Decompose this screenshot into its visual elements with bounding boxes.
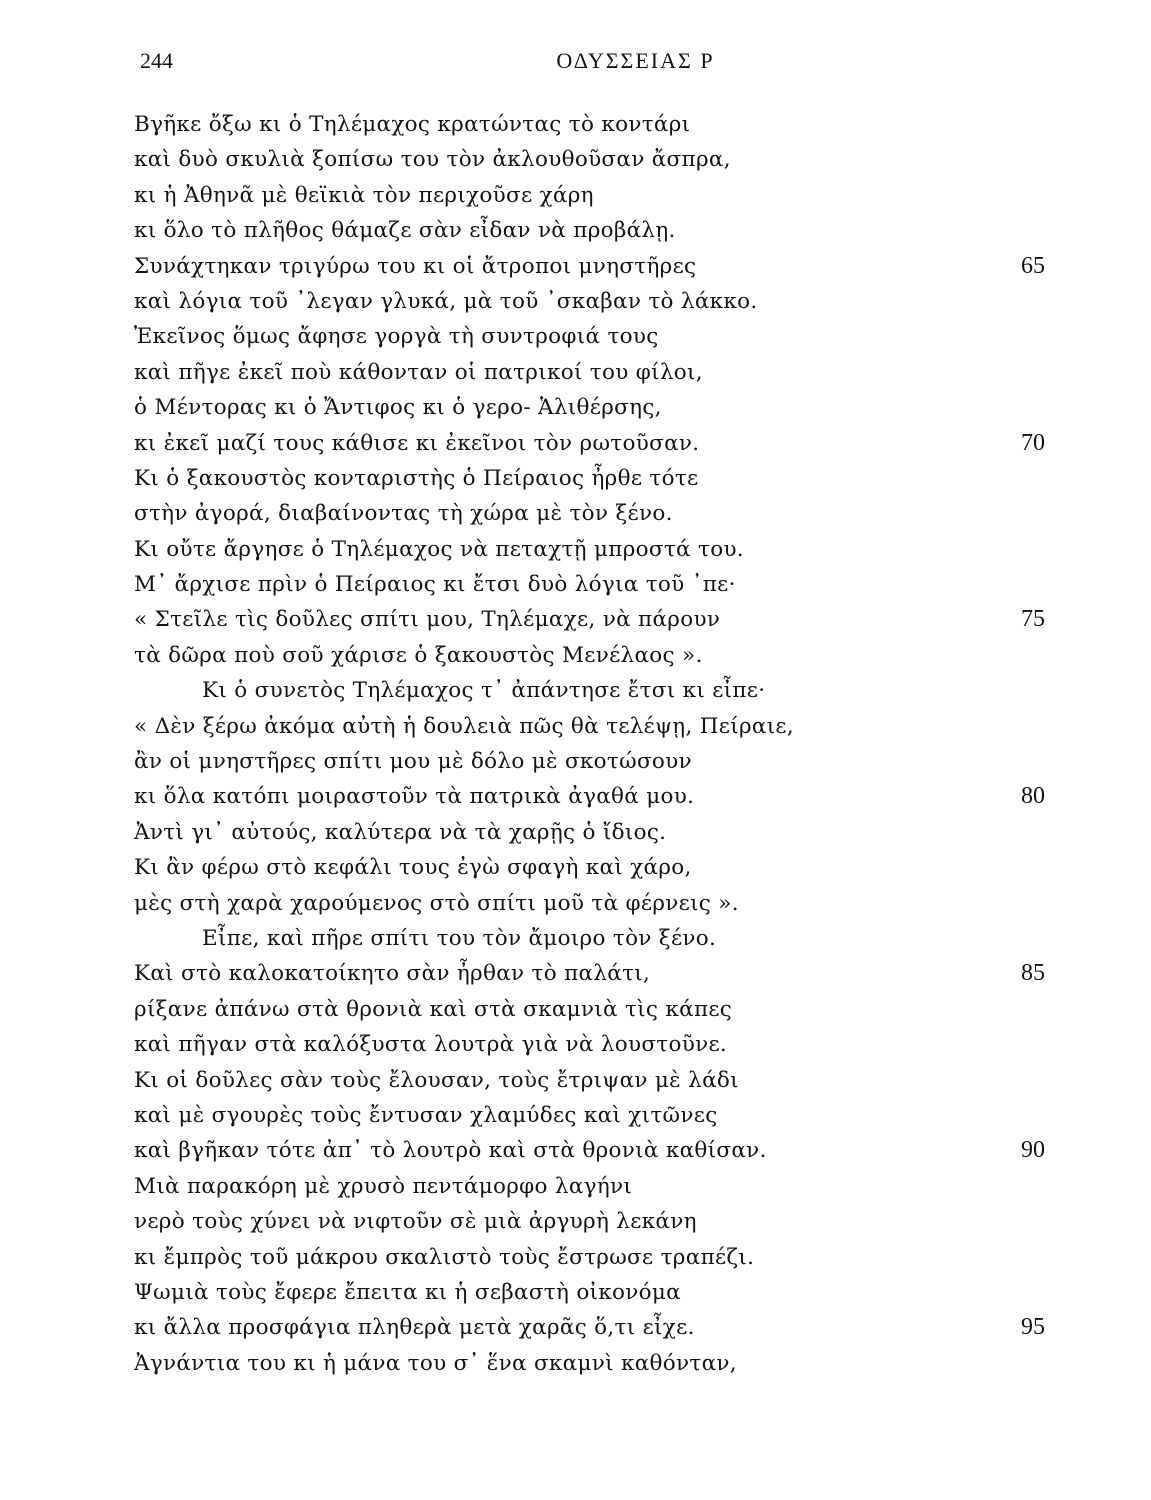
verse-line <box>0 1027 1151 1062</box>
verse-text: Βγῆκε ὄξω κι ὁ Τηλέμαχος κρατώντας τὸ κοντάρι <box>134 112 691 137</box>
verse-line <box>0 744 1151 779</box>
verse-line <box>0 709 1151 744</box>
verse-text: « Δὲν ξέρω ἀκόμα αὐτὴ ἡ δουλειὰ πῶς θὰ τελέψῃ, Πείραιε, <box>134 713 795 739</box>
verse-text: κι ἡ Ἀθηνᾶ μὲ θεϊκιὰ τὸν περιχοῦσε χάρη <box>134 182 594 208</box>
verse-line <box>0 319 1151 354</box>
page-header <box>0 48 1151 78</box>
verse-text: « Στεῖλε τὶς δοῦλες σπίτι μου, Τηλέμαχε, νὰ πάρουν <box>134 607 721 633</box>
verse-line <box>0 886 1151 921</box>
line-number: 85 <box>1021 960 1045 987</box>
verse-text: καὶ δυὸ σκυλιὰ ξοπίσω του τὸν ἀκλουθοῦσαν ἄσπρα, <box>134 147 731 173</box>
verse-line <box>0 992 1151 1027</box>
verse-text: Ψωμιὰ τοὺς ἔφερε ἔπειτα κι ἡ σεβαστὴ οἰκονόμα <box>134 1279 681 1305</box>
verse-line <box>0 249 1151 284</box>
verse-text: κι ἔμπρὸς τοῦ μάκρου σκαλιστὸ τοὺς ἔστρωσε τραπέζι. <box>134 1244 755 1270</box>
verse-line <box>0 1310 1151 1345</box>
verse-line <box>0 1098 1151 1133</box>
verse-text: Κι ὁ συνετὸς Τηλέμαχος τ᾽ ἀπάντησε ἔτσι κι εἶπε· <box>202 678 766 704</box>
verse-text: Μ᾽ ἄρχισε πρὶν ὁ Πείραιος κι ἔτσι δυὸ λόγια τοῦ ᾽πε· <box>134 572 736 598</box>
line-number: 80 <box>1021 783 1045 810</box>
verse-line <box>0 461 1151 496</box>
verse-text: Κι οἱ δοῦλες σὰν τοὺς ἔλουσαν, τοὺς ἔτριψαν μὲ λάδι <box>134 1067 739 1093</box>
verse-line <box>0 1240 1151 1275</box>
verse-text: Κι οὔτε ἄργησε ὁ Τηλέμαχος νὰ πεταχτῇ μπροστά του. <box>134 536 744 562</box>
running-title: ΟΔΥΣΣΕΙΑΣ Ρ <box>556 48 715 73</box>
verse-line <box>0 1133 1151 1168</box>
verse-line <box>0 602 1151 637</box>
verse-text: στὴν ἀγορά, διαβαίνοντας τὴ χώρα μὲ τὸν ξένο. <box>134 501 673 527</box>
verse-text: καὶ πῆγε ἐκεῖ ποὺ κάθονταν οἱ πατρικοί του φίλοι, <box>134 359 703 385</box>
verse-text: ὁ Μέντορας κι ὁ Ἄντιφος κι ὁ γερο- Ἁλιθέρσης, <box>134 395 662 421</box>
verse-text: τὰ δῶρα ποὺ σοῦ χάρισε ὁ ξακουστὸς Μενέλαος ». <box>134 642 703 668</box>
verse-line <box>0 390 1151 425</box>
verse-line <box>0 178 1151 213</box>
verse-text: καὶ λόγια τοῦ ᾽λεγαν γλυκά, μὰ τοῦ ᾽σκαβαν τὸ λάκκο. <box>134 288 758 314</box>
verse-text: Κι ὁ ξακουστὸς κονταριστὴς ὁ Πείραιος ἦρθε τότε <box>134 465 699 491</box>
verse-line <box>0 1169 1151 1204</box>
verse-line <box>0 815 1151 850</box>
verse-text: Καὶ στὸ καλοκατοίκητο σὰν ἦρθαν τὸ παλάτι, <box>134 961 651 987</box>
verse-line <box>0 532 1151 567</box>
verse-line <box>0 1063 1151 1098</box>
verse-line <box>0 496 1151 531</box>
verse-line <box>0 850 1151 885</box>
verse-line <box>0 142 1151 177</box>
verse-line <box>0 284 1151 319</box>
verse-text: Ἀγνάντια του κι ἡ μάνα του σ᾽ ἕνα σκαμνὶ καθόνταν, <box>134 1350 737 1376</box>
verse-line <box>0 567 1151 602</box>
verse-text: ἂν οἱ μνηστῆρες σπίτι μου μὲ δόλο μὲ σκοτώσουν <box>134 749 692 775</box>
line-number: 95 <box>1021 1314 1045 1341</box>
verse-text: κι ὅλα κατόπι μοιραστοῦν τὰ πατρικὰ ἀγαθά μου. <box>134 784 695 810</box>
line-number: 70 <box>1021 429 1045 456</box>
line-number: 90 <box>1021 1137 1045 1164</box>
verse-line <box>0 213 1151 248</box>
verse-text: Μιὰ παρακόρη μὲ χρυσὸ πεντάμορφο λαγήνι <box>134 1173 633 1199</box>
verse-text: Ἀντὶ γι᾽ αὐτούς, καλύτερα νὰ τὰ χαρῇς ὁ ἴδιος. <box>134 819 667 845</box>
verse-line <box>0 921 1151 956</box>
verse-line <box>0 1204 1151 1239</box>
page-number: 244 <box>140 48 173 73</box>
verse-text: Συνάχτηκαν τριγύρω του κι οἱ ἄτροποι μνηστῆρες <box>134 253 697 279</box>
verse-text: ρίξανε ἀπάνω στὰ θρονιὰ καὶ στὰ σκαμνιὰ τὶς κάπες <box>134 996 733 1022</box>
verse-line <box>0 107 1151 142</box>
verse-line <box>0 1275 1151 1310</box>
verse-text: μὲς στὴ χαρὰ χαρούμενος στὸ σπίτι μοῦ τὰ φέρνεις ». <box>134 890 739 916</box>
verse-text: νερὸ τοὺς χύνει νὰ νιφτοῦν σὲ μιὰ ἀργυρὴ λεκάνη <box>134 1209 697 1235</box>
verse-line <box>0 779 1151 814</box>
verse-line <box>0 956 1151 991</box>
line-number: 75 <box>1021 606 1045 633</box>
line-number: 65 <box>1021 252 1045 279</box>
verse-text: κι ὅλο τὸ πλῆθος θάμαζε σὰν εἶδαν νὰ προβάλῃ. <box>134 218 676 244</box>
verse-text: κι ἄλλα προσφάγια πληθερὰ μετὰ χαρᾶς ὅ,τι εἶχε. <box>134 1315 695 1341</box>
verse-text: καὶ μὲ σγουρὲς τοὺς ἔντυσαν χλαμύδες καὶ χιτῶνες <box>134 1102 718 1128</box>
verse-text: καὶ πῆγαν στὰ καλόξυστα λουτρὰ γιὰ νὰ λουστοῦνε. <box>134 1032 728 1058</box>
verse-line <box>0 426 1151 461</box>
verse-line <box>0 673 1151 708</box>
verse-text: Κι ἂν φέρω στὸ κεφάλι τους ἐγὼ σφαγὴ καὶ χάρο, <box>134 855 692 881</box>
verse-text: Ἐκεῖνος ὅμως ἄφησε γοργὰ τὴ συντροφιά τους <box>134 324 659 350</box>
verse-text: καὶ βγῆκαν τότε ἀπ᾽ τὸ λουτρὸ καὶ στὰ θρονιὰ καθίσαν. <box>134 1138 767 1164</box>
verse-line <box>0 1346 1151 1381</box>
verse-text: κι ἐκεῖ μαζί τους κάθισε κι ἐκεῖνοι τὸν ρωτοῦσαν. <box>134 430 700 456</box>
verse-text: Εἶπε, καὶ πῆρε σπίτι του τὸν ἄμοιρο τὸν ξένο. <box>202 925 717 951</box>
poem-text <box>0 107 1151 1381</box>
verse-line <box>0 638 1151 673</box>
verse-line <box>0 355 1151 390</box>
